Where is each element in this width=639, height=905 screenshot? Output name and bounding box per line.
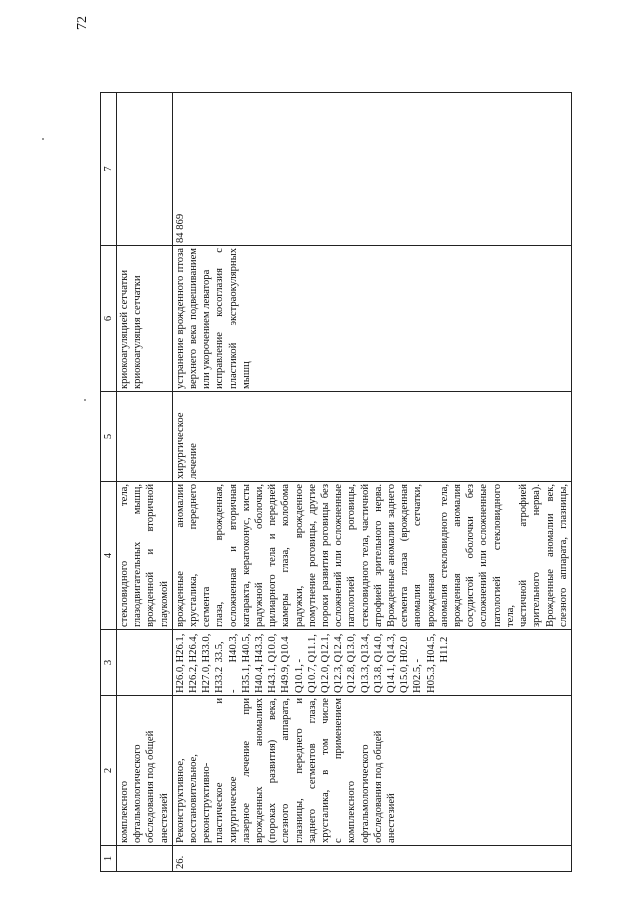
method-line: устранение врожденного птоза	[174, 248, 186, 389]
icd-code: H43.3,	[254, 633, 266, 663]
icd-code: H04.5,	[425, 633, 437, 663]
service-line: лазерное лечение при	[240, 698, 252, 843]
header-cell-6: 6	[101, 246, 117, 392]
treatment-line: хирургическое	[174, 412, 186, 479]
icd-code: H05.3,	[425, 664, 437, 693]
icd-code: Q10.0,	[267, 633, 279, 663]
model-line: патологией стекловидного тела,	[491, 484, 516, 627]
cont-cell-number	[117, 846, 173, 872]
table-row-26	[172, 93, 571, 872]
icd-code: Q11.1,	[306, 634, 318, 663]
cont-service-line: обследования под общей	[145, 730, 157, 843]
cont-model-line: глазодвигательных мышц,	[132, 484, 144, 627]
icd-code: 33.5,	[214, 641, 226, 663]
patient-model-cell	[172, 482, 571, 630]
treatment-line: лечение	[188, 443, 200, 479]
cont-method-line: криокоагуляция сетчатки	[132, 275, 144, 389]
icd-code: Q13.3,	[359, 664, 371, 693]
service-line: (пороках развития) века,	[267, 698, 279, 843]
icd-code: Q14.0,	[372, 633, 384, 663]
cont-cell-model	[117, 482, 173, 630]
icd-code: Q15.0,	[399, 664, 411, 693]
model-line: аномалия сетчатки, врожденная	[412, 484, 437, 627]
icd-code: H11.2	[438, 636, 450, 663]
header-row	[101, 93, 117, 872]
model-line: осложненная и вторичная	[227, 484, 239, 627]
icd-code: Q12.8,	[346, 664, 358, 693]
service-line: обследования под общей	[372, 730, 384, 843]
model-line: глаза, врожденная,	[214, 484, 226, 627]
service-line: анестезией	[386, 793, 398, 843]
header-cell-1: 1	[101, 846, 117, 872]
header-cell-5: 5	[101, 392, 117, 482]
service-line: Реконструктивное,	[174, 758, 186, 843]
icd-code: Q13.0,	[346, 633, 358, 663]
service-line: пластическое и	[214, 698, 226, 843]
icd-code: H40.4,	[254, 664, 266, 693]
rotated-page	[100, 92, 610, 872]
icd-codes-cell	[172, 630, 571, 696]
service-line: заднего сегментов глаза,	[306, 698, 318, 843]
icd-code: Q10.1,	[293, 664, 305, 693]
icd-code: H26.1,	[174, 633, 186, 663]
icd-code: H26.4,	[188, 633, 200, 663]
cont-service-line: офтальмологического	[132, 744, 144, 843]
icd-code: Q14.1,	[386, 664, 398, 693]
model-line: осложнений или осложненные	[333, 484, 345, 627]
cont-cell-service	[117, 696, 173, 846]
row-number: 26.	[172, 846, 571, 872]
icd-code: H40.3,	[227, 633, 239, 663]
treatment-type-cell	[172, 392, 571, 482]
cont-cell-treatment	[117, 392, 173, 482]
page-number: 72	[75, 16, 90, 30]
service-line: офтальмологического	[359, 744, 371, 843]
cont-cell-price	[117, 93, 173, 246]
header-cell-7: 7	[101, 93, 117, 246]
icd-code: H02.0 -	[399, 636, 424, 663]
service-line: реконструктивно-	[201, 762, 213, 843]
services-table	[100, 92, 572, 872]
cont-cell-codes	[117, 630, 173, 696]
service-name-cell	[172, 696, 571, 846]
icd-code: H26.2,	[188, 664, 200, 693]
cont-method-line: криокоагуляцией сетчатки	[119, 269, 130, 389]
method-cell	[172, 246, 571, 392]
model-line: патологией роговицы,	[346, 484, 358, 627]
model-line: врожденная аномалия	[452, 484, 464, 627]
service-line: комплексного	[346, 781, 358, 843]
model-line: врожденные аномалии	[174, 484, 186, 627]
model-line: атрофией зрительного нерва.	[372, 484, 384, 627]
icd-code: Q12.4,	[333, 633, 345, 663]
model-line: слезного аппарата, глазницы,	[557, 484, 569, 627]
header-cell-3: 3	[101, 630, 117, 696]
icd-code: Q13.8,	[372, 664, 384, 693]
model-line: помутнение роговицы, другие	[306, 484, 318, 627]
model-line: цилиарного тела и передней	[267, 484, 279, 627]
icd-code: Q12.3,	[333, 664, 345, 693]
model-line: сосудистой оболочки без	[465, 484, 477, 627]
model-line: катаракта, кератоконус, кисты	[240, 484, 252, 627]
model-line: стекловидного тела, частичной	[359, 484, 371, 627]
header-cell-4: 4	[101, 482, 117, 630]
service-line: хрусталика, в том числе	[320, 698, 332, 843]
icd-code: H35.1,	[240, 664, 252, 693]
cont-model-line: врожденной и вторичной	[145, 484, 157, 627]
model-line: камеры глаза, колобома	[280, 484, 292, 627]
cont-service-line: анестезией	[158, 793, 170, 843]
cont-model-line: глаукомой	[158, 581, 170, 627]
icd-code: Q10.4 -	[280, 636, 305, 663]
service-line: восстановительное,	[188, 754, 200, 843]
model-line: осложнений или осложненные	[478, 484, 490, 627]
model-line: аномалия стекловидного тела,	[438, 484, 450, 627]
model-line: зрительного нерва).	[531, 484, 543, 627]
icd-code: Q12.0,	[320, 664, 332, 693]
icd-code: Q14.3,	[386, 633, 398, 663]
model-line: радужки, врожденное	[293, 484, 305, 627]
model-line: Врожденные аномалии заднего	[386, 484, 398, 627]
scan-speck	[84, 399, 86, 401]
method-line: или укорочением леватора	[201, 269, 213, 389]
icd-code: H33.0,	[201, 633, 213, 663]
method-line: пластикой экстраокулярных	[227, 248, 239, 389]
model-line: пороки развития роговицы без	[320, 484, 332, 627]
icd-code: H43.1,	[267, 664, 279, 693]
icd-code: H40.5,	[240, 633, 252, 663]
icd-code: Q13.4,	[359, 633, 371, 663]
model-line: хрусталика, переднего сегмента	[188, 484, 213, 627]
scan-speck	[42, 138, 44, 140]
service-line: слезного аппарата,	[280, 698, 292, 843]
service-line: хирургическое	[227, 776, 239, 843]
method-line: исправление косоглазия с	[214, 248, 226, 389]
icd-code: Q10.7,	[306, 664, 318, 693]
model-line: радужной оболочки,	[254, 484, 266, 627]
icd-code: H49.9,	[280, 664, 292, 693]
cont-model-line: стекловидного тела,	[119, 484, 130, 627]
method-line: верхнего века подвешиванием	[188, 248, 200, 389]
icd-code: H27.0,	[201, 664, 213, 693]
icd-code: Q12.1,	[320, 633, 332, 663]
service-line: глазницы, переднего и	[293, 698, 305, 843]
cont-cell-method	[117, 246, 173, 392]
service-line: врожденных аномалиях	[254, 698, 266, 843]
icd-code: H33.2 -	[214, 666, 239, 693]
model-line: частичной атрофией	[518, 484, 530, 627]
model-line: Врожденные аномалии век,	[544, 484, 556, 627]
service-line: с применением	[333, 698, 345, 843]
price-cell: 84 869	[172, 93, 571, 246]
method-line: мышц	[240, 361, 252, 389]
cont-service-line: комплексного	[119, 781, 130, 843]
header-cell-2: 2	[101, 696, 117, 846]
model-line: сегмента глаза (врожденная	[399, 484, 411, 627]
continuation-row	[117, 93, 173, 872]
icd-code: H02.5,	[412, 664, 424, 693]
icd-code: H26.0,	[174, 664, 186, 693]
